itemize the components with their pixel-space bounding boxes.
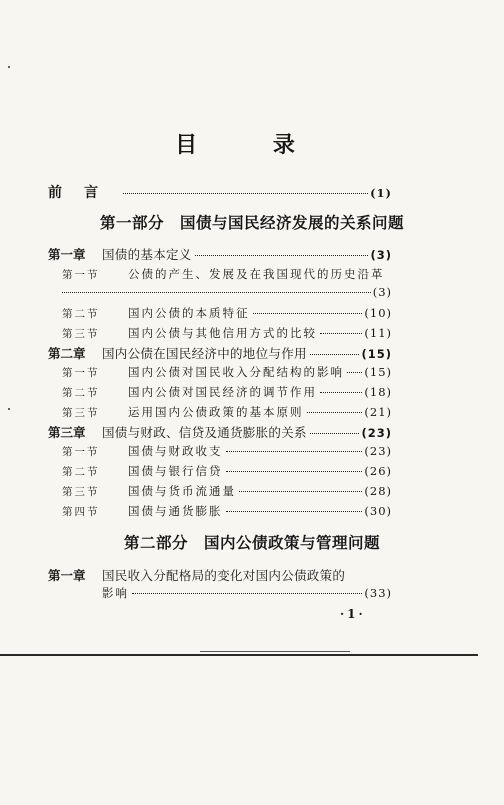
toc-entry-chapter[interactable] [48, 423, 392, 441]
dot-leader [226, 471, 363, 472]
page-number: (10) [364, 306, 392, 320]
page-number: (23) [361, 426, 392, 440]
page-number: (11) [364, 326, 392, 340]
section-title: 国内公债对国民经济的调节作用 [128, 385, 317, 399]
toc-entry-continuation[interactable] [102, 585, 392, 601]
page-number: (26) [364, 464, 392, 478]
dot-leader [226, 511, 363, 512]
toc-entry-section[interactable] [62, 325, 392, 341]
dot-leader [320, 333, 362, 334]
page-number: (3) [370, 248, 392, 262]
dot-leader [253, 313, 363, 314]
toc-entry-foreword[interactable] [48, 182, 392, 202]
chapter-number: 第一章 [48, 247, 86, 262]
toc-entry-chapter[interactable] [48, 566, 392, 584]
page-number: (33) [364, 586, 392, 600]
section-number: 第二节 [62, 308, 100, 320]
section-title: 国债与通货膨胀 [128, 504, 223, 518]
page-title: 目 录 [175, 132, 329, 158]
section-number: 第二节 [62, 387, 100, 399]
bottom-rule [0, 654, 478, 656]
chapter-number: 第二章 [48, 346, 86, 361]
toc-entry-section[interactable] [62, 404, 392, 420]
page-number: (23) [364, 444, 392, 458]
page-number: (18) [364, 385, 392, 399]
section-number: 第一节 [62, 446, 100, 458]
toc-entry-chapter[interactable] [48, 245, 392, 263]
chapter-title-continued: 影响 [102, 586, 129, 600]
section-number: 第一节 [62, 367, 100, 379]
page-folio: ·1· [340, 607, 366, 621]
scan-speck [8, 66, 10, 68]
section-number: 第三节 [62, 328, 100, 340]
page-number: (1) [370, 186, 392, 200]
page-number: (21) [364, 405, 392, 419]
page-number: (15) [364, 365, 392, 379]
foreword-label: 前言 [48, 185, 120, 201]
chapter-number: 第三章 [48, 425, 86, 440]
scan-speck [8, 408, 10, 410]
section-title: 国内公债的本质特征 [128, 306, 250, 320]
dot-leader [310, 433, 360, 434]
toc-entry-section[interactable] [62, 266, 392, 282]
chapter-title: 国债与财政、信贷及通货膨胀的关系 [102, 425, 307, 440]
toc-entry-section[interactable] [62, 483, 392, 499]
toc-entry-section[interactable] [62, 463, 392, 479]
section-number: 第三节 [62, 486, 100, 498]
section-number: 第一节 [62, 269, 100, 281]
dot-leader [320, 392, 362, 393]
chapter-number: 第一章 [48, 568, 86, 583]
section-title: 国内公债与其他信用方式的比较 [128, 326, 317, 340]
chapter-title: 国内公债在国民经济中的地位与作用 [102, 346, 307, 361]
section-title: 公债的产生、发展及在我国现代的历史沿革 [128, 267, 385, 281]
toc-entry-section[interactable] [62, 364, 392, 380]
dot-leader [226, 451, 363, 452]
toc-entry-section[interactable] [62, 503, 392, 519]
dot-leader [195, 255, 369, 256]
page-number: (15) [361, 347, 392, 361]
section-number: 第三节 [62, 407, 100, 419]
part-heading: 第一部分 国债与国民经济发展的关系问题 [99, 214, 404, 232]
dot-leader [310, 354, 360, 355]
dot-leader [132, 593, 362, 594]
page-number: (3) [372, 285, 392, 299]
toc-entry-chapter[interactable] [48, 344, 392, 362]
dot-leader [307, 412, 363, 413]
section-title: 国债与货币流通量 [128, 484, 236, 498]
page-number: (30) [364, 504, 392, 518]
section-number: 第四节 [62, 506, 100, 518]
page-number: (28) [364, 484, 392, 498]
chapter-title: 国民收入分配格局的变化对国内公债政策的 [102, 568, 346, 583]
dot-leader [347, 372, 362, 373]
section-title: 国债与财政收支 [128, 444, 223, 458]
section-number: 第二节 [62, 466, 100, 478]
chapter-title: 国债的基本定义 [102, 247, 192, 262]
bottom-rule-highlight [200, 651, 350, 652]
section-title: 国内公债对国民收入分配结构的影响 [128, 365, 344, 379]
dot-leader [62, 292, 371, 293]
section-title: 运用国内公债政策的基本原则 [128, 405, 304, 419]
toc-entry-continuation[interactable] [62, 285, 392, 299]
toc-entry-section[interactable] [62, 305, 392, 321]
dot-leader [123, 193, 368, 194]
toc-entry-section[interactable] [62, 443, 392, 459]
toc-entry-section[interactable] [62, 384, 392, 400]
section-title: 国债与银行信贷 [128, 464, 223, 478]
part-heading: 第二部分 国内公债政策与管理问题 [123, 534, 380, 552]
dot-leader [239, 491, 362, 492]
